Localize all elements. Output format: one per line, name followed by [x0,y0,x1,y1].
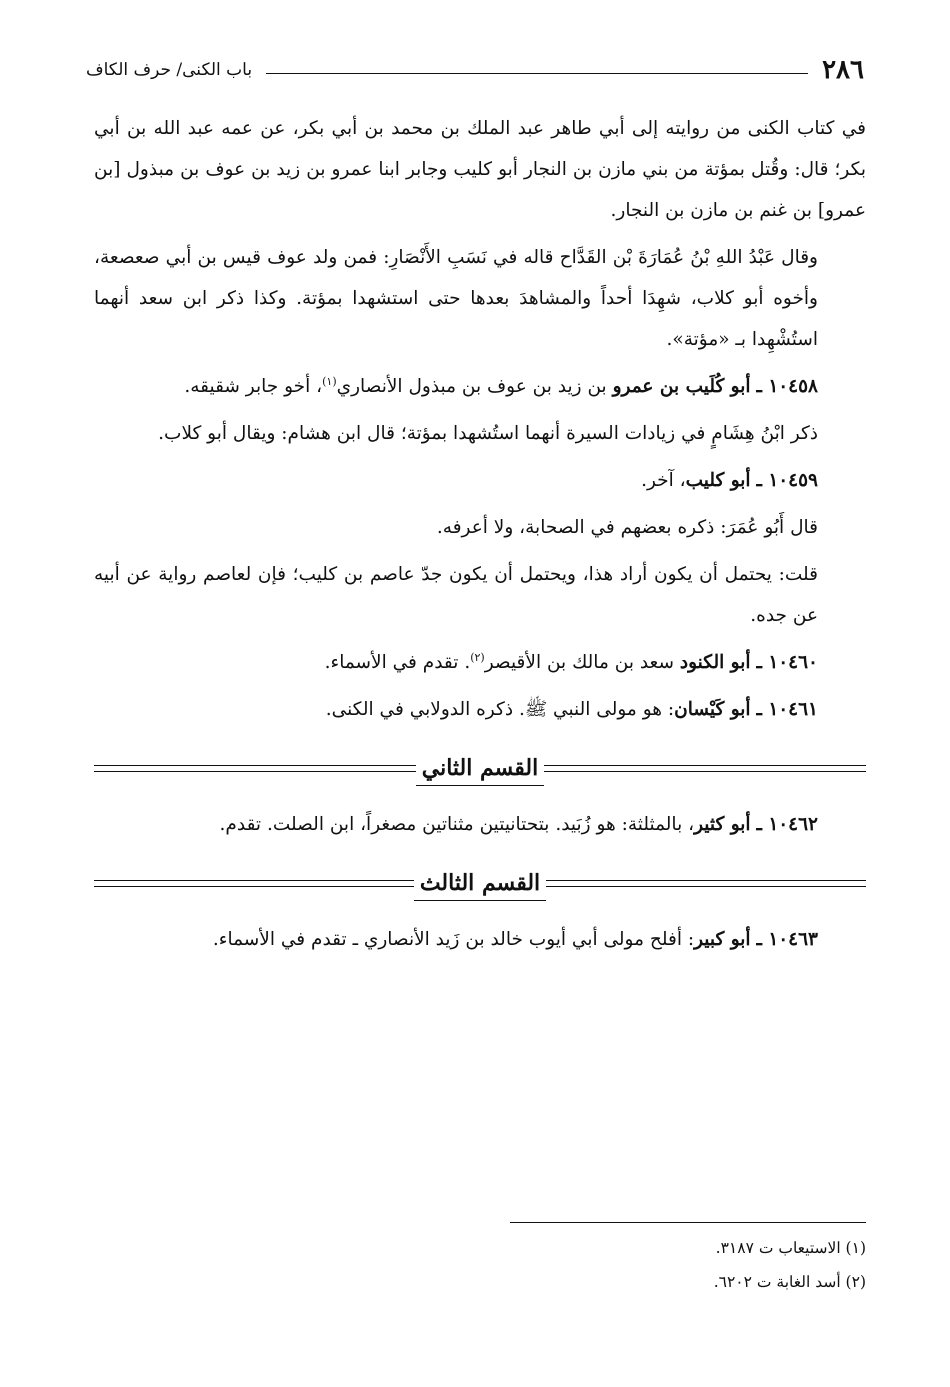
entry-number: ١٠٤٥٩ ـ [756,470,818,491]
entry-text: سعد بن مالك بن الأقيصر [484,652,674,673]
paragraph: قلت: يحتمل أن يكون أراد هذا، ويحتمل أن يكون جدّ عاصم بن كليب؛ فإن لعاصم رواية عن أبيه عن جده. [94,564,818,626]
page-number: ٢٨٦ [822,55,864,85]
entry-name: أبو كليب [685,470,751,491]
entry-name: أبو كثير [694,814,751,835]
section-title: القسم الثالث [414,866,546,901]
paragraph: ذكر ابْنُ هِشَامٍ في زيادات السيرة أنهما استُشهدا بمؤتة؛ قال ابن هشام: ويقال أبو كلاب. [158,423,818,444]
double-rule [546,880,866,887]
section-heading-2 [94,746,866,790]
entry-name: أبو كَيْسان [674,699,751,720]
double-rule [94,765,416,772]
entry-text: بن زيد بن عوف بن مبذول الأنصاري [336,376,607,397]
entry-number: ١٠٤٦١ ـ [756,699,818,720]
paragraph: في كتاب الكنى من روايته إلى أبي طاهر عبد الملك بن محمد بن أبي بكر، عن عمه عبد الله بن أبي بكر؛ قال: وقُتل بمؤتة من بني مازن بن النجار أبو كليب وجابر ابنا عمرو بن زيد بن عوف بن مبذول [بن عمرو] بن غنم بن مازن بن النجار. [94,118,866,221]
entry-text: ، آخر. [641,470,686,491]
header-rule [266,73,808,74]
entry-10462 [94,804,866,845]
entry-name: أبو كبير [694,929,751,950]
section-heading-3 [94,861,866,905]
entry-number: ١٠٤٦٢ ـ [756,814,818,835]
entry-text: ، بالمثلثة: هو زُبَيد. بتحتانيتين مثناتين مصغراً، ابن الصلت. تقدم. [219,814,695,835]
page-body [94,108,866,966]
entry-number: ١٠٤٥٨ ـ [756,376,818,397]
double-rule [94,880,414,887]
entry-text: ، أخو جابر شقيقه. [184,376,323,397]
footnote-ref: (٢) [470,650,485,664]
entry-number: ١٠٤٦٣ ـ [756,929,818,950]
footnote-2: (٢) أسد الغابة ت ٦٢٠٢. [713,1273,866,1291]
entry-10458 [94,366,866,407]
entry-text: : أفلح مولى أبي أيوب خالد بن زَيد الأنصاري ـ تقدم في الأسماء. [212,929,695,950]
footnote-rule [510,1222,866,1223]
section-title: القسم الثاني [416,751,545,786]
entry-name: أبو كُلَيب بن عمرو [612,376,751,397]
double-rule [544,765,866,772]
footnotes [94,1222,866,1299]
entry-text: : هو مولى النبي ﷺ. ذكره الدولابي في الكنى. [325,699,675,720]
paragraph: وقال عَبْدُ اللهِ بْنُ عُمَارَةَ بْن القَدَّاح قاله في نَسَبِ الأَنْصَارِ: فمن ولد عوف قيس بن أبي صعصعة، وأخوه أبو كلاب، شهِدَا أحداً والمشاهدَ بعدها حتى استشهدا بمؤتة. وكذا ذكر ابن سعد أنهما استُشْهِدا بـ «مؤتة». [94,247,818,350]
entry-10459 [94,460,866,501]
entry-10461 [94,689,866,730]
entry-10463 [94,919,866,960]
page-header [86,50,864,90]
entry-text: . تقدم في الأسماء. [324,652,471,673]
footnote-1: (١) الاستيعاب ت ٣١٨٧. [715,1239,866,1257]
entry-number: ١٠٤٦٠ ـ [756,652,818,673]
running-title: باب الكنى/ حرف الكاف [86,60,253,80]
footnote-ref: (١) [322,374,337,388]
entry-10460 [94,642,866,683]
entry-name: أبو الكنود [679,652,751,673]
paragraph: قال أَبُو عُمَرَ: ذكره بعضهم في الصحابة، ولا أعرفه. [436,517,818,538]
